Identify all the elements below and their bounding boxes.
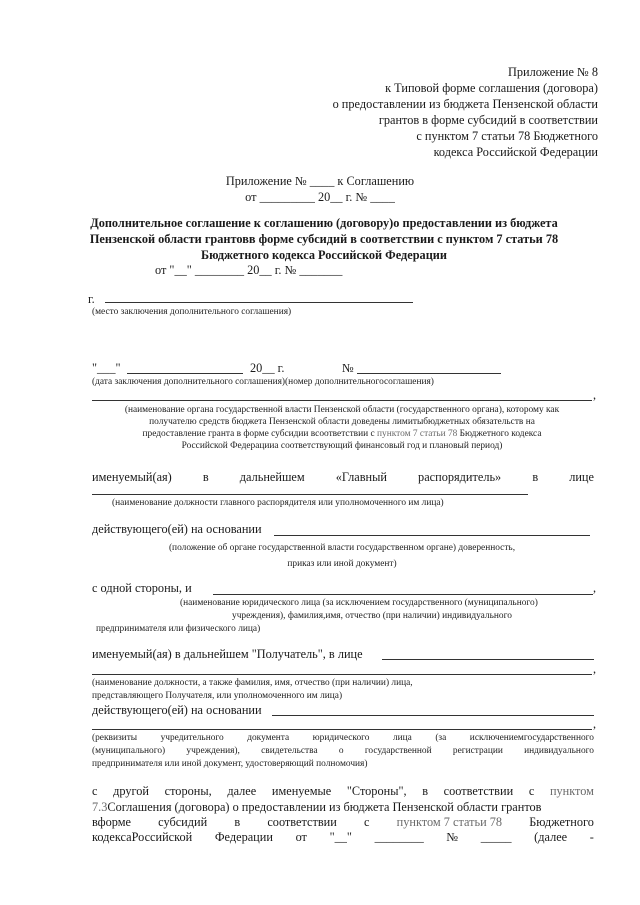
named-recipient-comma: ,	[593, 662, 597, 676]
place-prefix: г.	[88, 292, 95, 306]
acting-basis2-field-line-2[interactable]	[92, 729, 592, 730]
authority-caption-line: (наименование органа государственной власти Пензенской области (государственного органа), которому как	[124, 405, 560, 415]
title-date-line: от "__" ________ 20__ г. № _______	[155, 263, 343, 277]
main-position-field-line[interactable]	[92, 494, 528, 495]
header-line: кодекса Российской Федерации	[433, 145, 598, 159]
header-line: к Типовой форме соглашения (договора)	[385, 81, 598, 95]
document-title: Дополнительное соглашение к соглашению (договору)о предоставлении из бюджета Пензенской области грантовв форме субсидий в соответствии с пунктом 7 статьи 78 Бюджетного кодекса Российской Федерации	[89, 216, 559, 262]
header-line: о предоставлении из бюджета Пензенской области	[332, 97, 598, 111]
acting-basis2-caption-line: (муниципального) учреждения), свидетельства о государственной регистрации индивидуального	[92, 746, 594, 756]
header-line: Приложение № 8	[507, 65, 598, 79]
date-number-caption: (дата заключения дополнительного соглашения)(номер дополнительногосоглашения)	[92, 377, 434, 387]
attachment-line-2: от _________ 20__ г. № ____	[245, 190, 395, 204]
acting-basis2-label: действующего(ей) на основании	[92, 703, 262, 717]
number-sign: №	[342, 361, 354, 375]
agreement-number-field-line[interactable]	[357, 373, 501, 374]
acting-basis-caption: (положение об органе государственной власти государственном органе) доверенность, приказ или иной документ)	[168, 543, 516, 569]
attachment-line-1: Приложение № ____ к Соглашению	[225, 174, 415, 188]
one-side-caption-line: (наименование юридического лица (за исключением государственного (муниципального)	[180, 598, 538, 608]
one-side-comma: ,	[593, 581, 597, 595]
recipient-rep-field-line-1[interactable]	[382, 659, 594, 660]
named-recipient-caption-line: представляющего Получателя, или уполномоченного им лица)	[92, 691, 343, 701]
acting-basis2-field-line-1[interactable]	[272, 715, 594, 716]
date-month-field-line[interactable]	[127, 373, 243, 374]
one-side-caption-line: учреждения), фамилия,имя, отчество (при наличии) индивидуального	[232, 611, 512, 621]
recipient-rep-field-line-2[interactable]	[92, 674, 592, 675]
one-side-caption-line: предпринимателя или физического лица)	[96, 624, 261, 634]
acting-basis2-comma: ,	[593, 717, 597, 731]
one-side-label: с одной стороны, и	[92, 581, 192, 595]
date-day-field: "___"	[92, 361, 121, 375]
acting-basis2-caption-line: (реквизиты учредительного документа юридического лица (за исключениемгосударственного	[92, 733, 594, 743]
clause-link[interactable]: пунктом	[549, 784, 594, 798]
authority-caption	[86, 404, 598, 452]
clause-link[interactable]: 7.3	[92, 800, 108, 814]
named-recipient-caption-line: (наименование должности, а также фамилия, имя, отчество (при наличии) лица,	[92, 678, 413, 688]
article-link[interactable]: пунктом 7 статьи 78	[376, 429, 458, 439]
named-main-caption: (наименование должности главного распорядителя или уполномоченного им лица)	[112, 498, 444, 508]
place-field-line[interactable]	[105, 302, 413, 303]
date-year: 20__ г.	[250, 361, 285, 375]
acting-basis2-caption-line: предпринимателя или иной документ, удостоверяющий полномочия)	[92, 759, 368, 769]
authority-caption-line: получателю средств бюджета Пензенской области доведены лимитыбюджетных обязательств на	[149, 417, 535, 427]
closing-line-3: вформе субсидий в соответствии с пунктом 7 статьи 78 Бюджетного	[92, 815, 594, 829]
authority-name-field-line[interactable]	[92, 400, 592, 401]
place-caption: (место заключения дополнительного соглашения)	[92, 307, 292, 317]
closing-line-2: 7.3Соглашения (договора) о предоставлении из бюджета Пензенской области грантов	[92, 800, 542, 814]
header-line: с пунктом 7 статьи 78 Бюджетного	[416, 129, 598, 143]
named-recipient-label: именуемый(ая) в дальнейшем "Получатель", в лице	[92, 647, 363, 661]
acting-basis-field-line[interactable]	[274, 535, 590, 536]
authority-caption-line: предоставление гранта в форме субсидии всоответствии с пунктом 7 статьи 78 Бюджетного кодекса	[142, 429, 542, 439]
recipient-name-field-line[interactable]	[213, 594, 593, 595]
authority-comma: ,	[593, 388, 597, 402]
authority-caption-line: Российской Федерацииа соответствующий финансовый год и плановый период)	[181, 441, 503, 451]
header-block	[333, 64, 598, 160]
named-main-line: именуемый(ая) в дальнейшем «Главный распорядитель» в лице	[92, 470, 594, 484]
acting-basis-label: действующего(ей) на основании	[92, 522, 262, 536]
closing-line-4: кодексаРоссийской Федерации от "__" ________ № _____ (далее -	[92, 830, 594, 844]
article-link[interactable]: пунктом 7 статьи 78	[396, 815, 503, 829]
header-line: грантов в форме субсидий в соответствии	[378, 113, 598, 127]
closing-line-1: с другой стороны, далее именуемые "Стороны", в соответствии с пунктом	[92, 784, 594, 798]
